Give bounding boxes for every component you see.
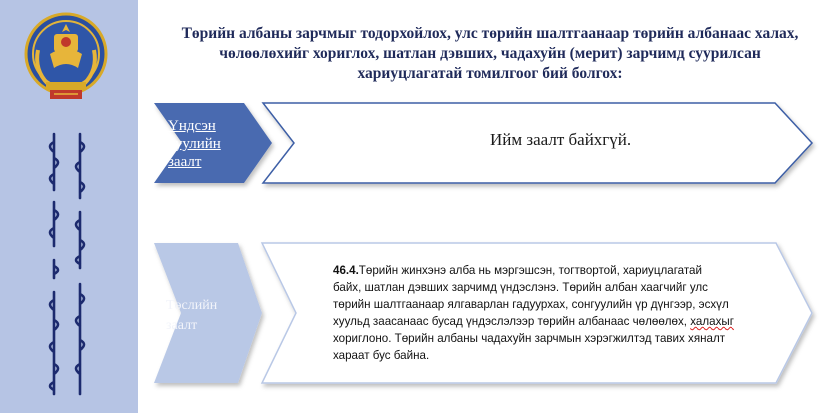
spellcheck-word: халахыг <box>690 315 734 328</box>
row1-label-line: хуулийн <box>168 136 221 152</box>
row1-content-text: Ийм заалт байхгүй. <box>490 130 632 149</box>
row1-label <box>168 117 238 171</box>
row2-line-text: Төрийн жинхэнэ алба нь мэргэшсэн, тогтвортой, хариуцлагатай <box>358 264 702 277</box>
row2-line: төрийн шалтгаанаар ялгаварлан гадуурхах, сонгуулийн үр дүнгээр, эсхүл <box>333 298 729 311</box>
row2-line: хориглоно. Төрийн албаны чадахуйн зарчмын хэрэгжилтэд тавих хяналт <box>333 332 726 345</box>
row2-label <box>166 296 244 336</box>
row2-line-text: аас бусад үндэслэлээр төрийн албанаас чөлөөлөх, <box>409 315 688 328</box>
row2-line-text: хуульд заасан <box>333 315 410 328</box>
row1-label-line: Үндсэн <box>168 118 216 134</box>
row2-line: хараат бус байна. <box>333 349 430 362</box>
row2-label-line: Төслийн <box>166 298 218 313</box>
row2-label-line: заалт <box>166 318 198 333</box>
article-number: 46.4. <box>333 264 359 277</box>
row2-line: байх, шатлан дэвших зарчимд үндэслэнэ. Төрийн албан хаагчийг улс <box>333 281 708 294</box>
row2-line <box>333 262 793 279</box>
row2-line <box>333 313 793 330</box>
row1-label-line: заалт <box>168 154 202 170</box>
row2-content-text <box>333 262 793 364</box>
slide-heading: Төрийн албаны зарчмыг тодорхойлох, улс төрийн шалтгаанаар төрийн албанаас халах, чөлөөлөхийг хориглох, шатлан дэвших, чадахуйн (мерит) зарчимд суурилсан хариуцлагатай томилгоог бий болгох: <box>181 25 799 82</box>
